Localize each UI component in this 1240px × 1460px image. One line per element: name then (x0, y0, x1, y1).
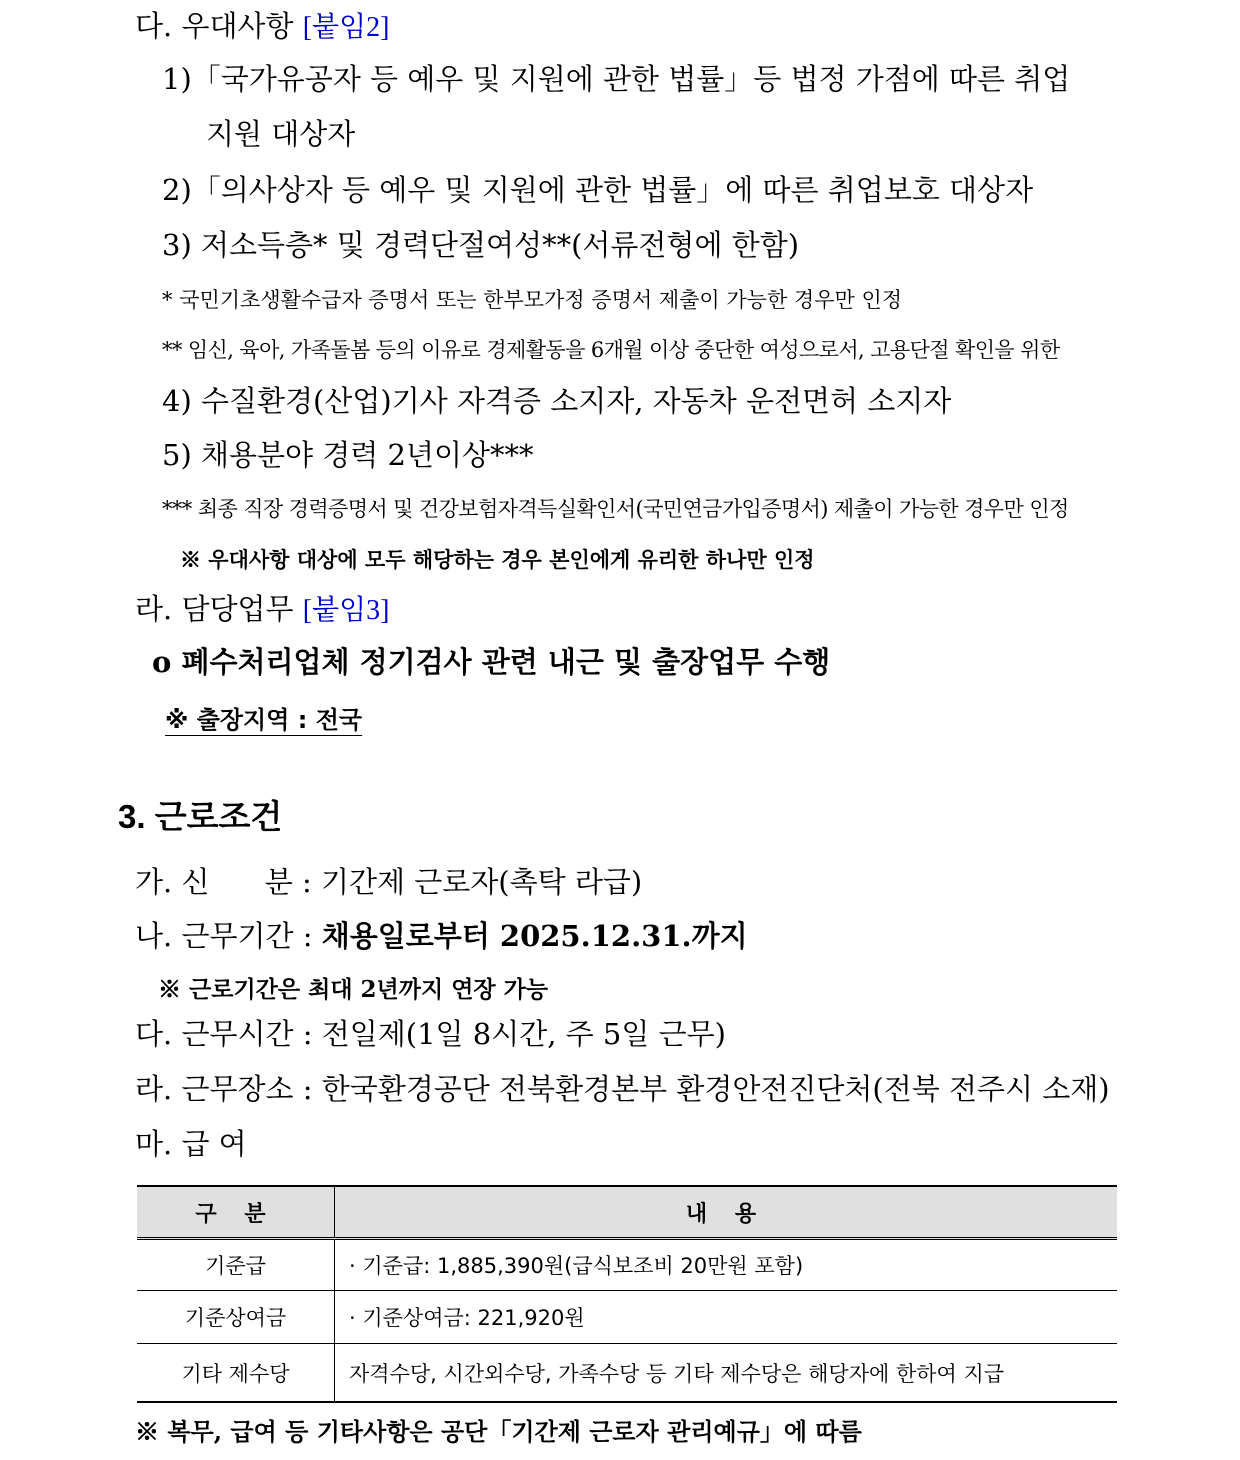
status-value: 기간제 근로자(촉탁 라급) (321, 865, 643, 899)
preference-note-1: * 국민기초생활수급자 증명서 또는 한부모가정 증명서 제출이 가능한 경우만 인정 (162, 288, 903, 312)
duty-ref: [붙임3] (302, 595, 390, 626)
footer-note: ※ 복무, 급여 등 기타사항은 공단「기간제 근로자 관리예규」에 따름 (135, 1417, 862, 1446)
table-row (137, 1239, 1117, 1291)
pay-header-content: 내 용 (335, 1186, 1118, 1239)
period-label: 나. 근무기간 : (135, 919, 322, 953)
status-line (135, 865, 643, 899)
preference-note-2: ** 임신, 육아, 가족돌봄 등의 이유로 경제활동을 6개월 이상 중단한 여성으로서, 고용단절 확인을 위한 (162, 338, 1060, 362)
table-row (137, 1291, 1117, 1344)
preference-ref: [붙임2] (302, 12, 390, 43)
period-note: ※ 근로기간은 최대 2년까지 연장 가능 (158, 976, 549, 1003)
preference-note-4: ※ 우대사항 대상에 모두 해당하는 경우 본인에게 유리한 하나만 인정 (180, 547, 815, 572)
duty-heading-line (135, 592, 390, 626)
pay-table (137, 1185, 1117, 1403)
pay-table-header (137, 1186, 1117, 1239)
preference-item-4: 4) 수질환경(산업)기사 자격증 소지자, 자동차 운전면허 소지자 (162, 384, 952, 418)
preference-item-1-cont: 지원 대상자 (206, 117, 356, 151)
period-value: 채용일로부터 2025.12.31.까지 (321, 919, 748, 953)
pay-heading: 마. 급 여 (135, 1127, 247, 1161)
preference-item-1: 1)「국가유공자 등 예우 및 지원에 관한 법률」등 법정 가점에 따른 취업 (162, 62, 1071, 96)
table-row (137, 1344, 1117, 1403)
pay-header-category: 구 분 (137, 1186, 335, 1239)
period-line (135, 919, 748, 953)
preference-heading: 다. 우대사항 (135, 9, 294, 43)
preference-heading-line (135, 9, 390, 43)
pay-row-label: 기준상여금 (137, 1291, 335, 1344)
status-label: 가. 신 분 : (135, 865, 321, 899)
duty-note: ※ 출장지역 : 전국 (165, 706, 363, 734)
hours-line: 다. 근무시간 : 전일제(1일 8시간, 주 5일 근무) (135, 1017, 726, 1051)
pay-row-label: 기준급 (137, 1239, 335, 1291)
duty-heading: 라. 담당업무 (135, 592, 294, 626)
preference-item-5: 5) 채용분야 경력 2년이상*** (162, 438, 534, 472)
pay-row-content: · 기준급: 1,885,390원(급식보조비 20만원 포함) (335, 1239, 1118, 1291)
duty-item: o 폐수처리업체 정기검사 관련 내근 및 출장업무 수행 (152, 645, 831, 679)
pay-row-content: · 기준상여금: 221,920원 (335, 1291, 1118, 1344)
preference-item-3: 3) 저소득층* 및 경력단절여성**(서류전형에 한함) (162, 228, 800, 262)
section-title: 3. 근로조건 (118, 798, 283, 835)
place-line: 라. 근무장소 : 한국환경공단 전북환경본부 환경안전진단처(전북 전주시 소재) (135, 1072, 1110, 1106)
preference-note-3: *** 최종 직장 경력증명서 및 건강보험자격득실확인서(국민연금가입증명서) 제출이 가능한 경우만 인정 (162, 497, 1069, 521)
pay-row-content: 자격수당, 시간외수당, 가족수당 등 기타 제수당은 해당자에 한하여 지급 (335, 1344, 1118, 1403)
preference-item-2: 2)「의사상자 등 예우 및 지원에 관한 법률」에 따른 취업보호 대상자 (162, 173, 1034, 207)
pay-row-label: 기타 제수당 (137, 1344, 335, 1403)
